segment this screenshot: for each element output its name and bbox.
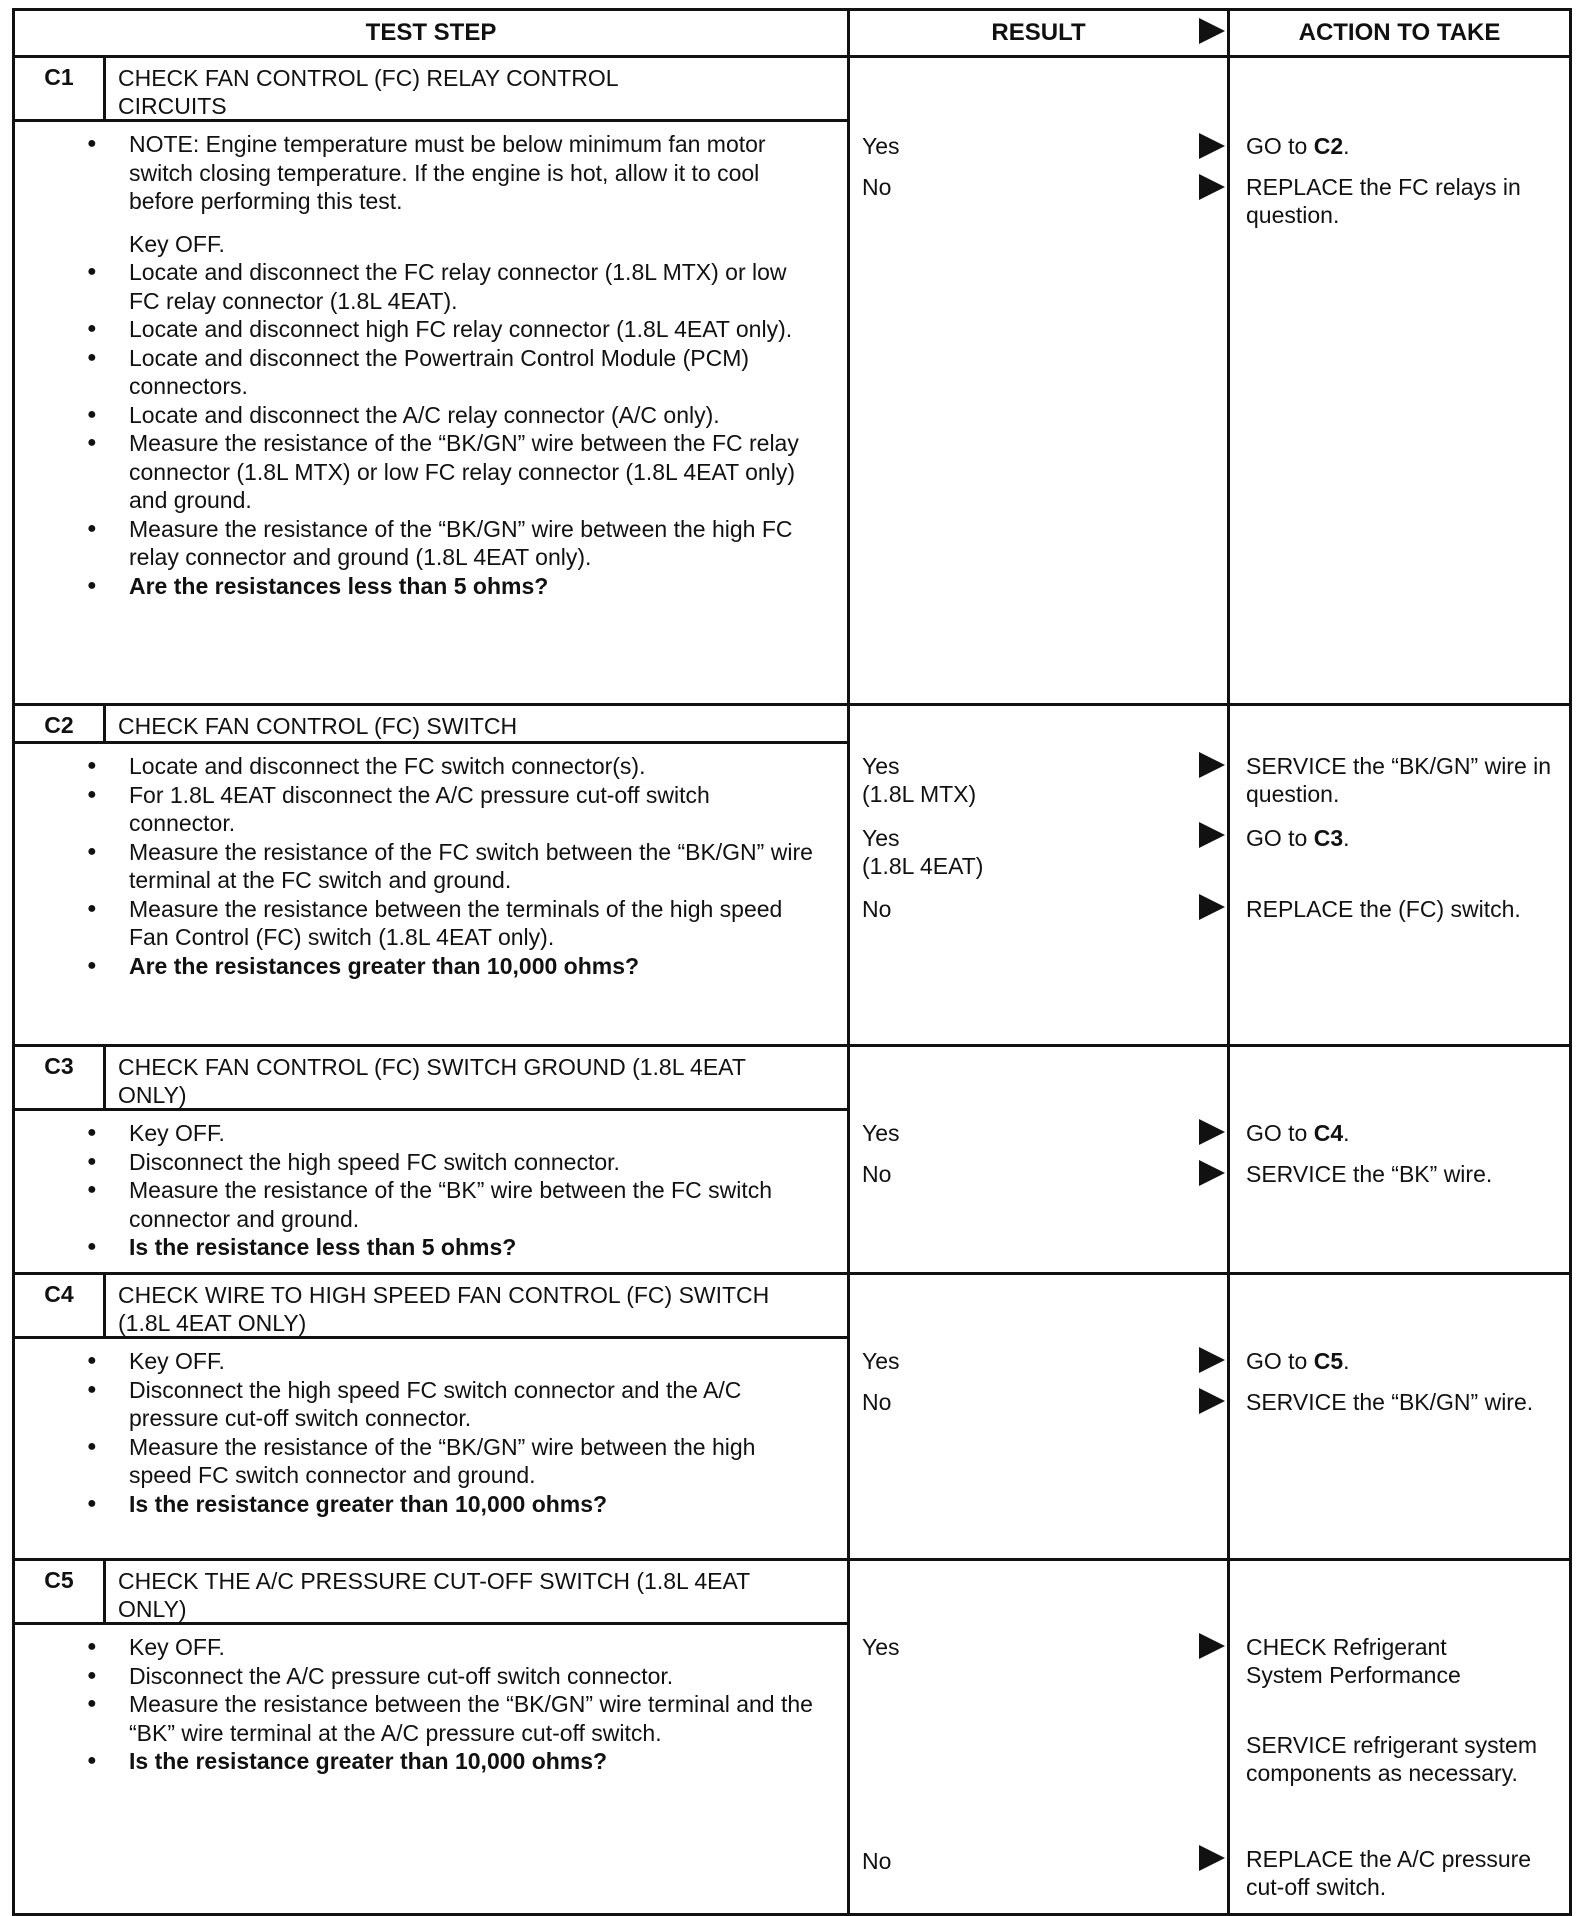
action-yes: GO to C2. (1246, 133, 1350, 159)
result-column (850, 1275, 1230, 1558)
step-item: Key OFF. (129, 230, 225, 257)
action-yes: CHECK Refrigerant System Performance (1246, 1634, 1461, 1688)
result-yes: Yes (862, 1634, 900, 1660)
action-no: SERVICE the “BK” wire. (1246, 1161, 1493, 1187)
section-title: CHECK FAN CONTROL (FC) SWITCH GROUND (1.8L 4EAT ONLY) (118, 1054, 746, 1108)
action-column (1230, 1047, 1569, 1272)
action-no: REPLACE the (FC) switch. (1246, 896, 1521, 922)
section-id: C3 (15, 1047, 106, 1108)
step-item: ● Locate and disconnect high FC relay connector (1.8L 4EAT only). (129, 315, 817, 344)
step-item: ● Measure the resistance of the “BK/GN” wire between the high FC relay connector and ground (1.8L 4EAT only). (129, 515, 817, 572)
header-test-step: TEST STEP (15, 11, 850, 55)
action-no: SERVICE the “BK/GN” wire. (1246, 1389, 1534, 1415)
section-header (15, 706, 847, 744)
result-no: No (862, 1389, 892, 1415)
section-id: C5 (15, 1561, 106, 1622)
test-step-column (15, 1561, 850, 1913)
step-item: ● Locate and disconnect the FC relay connector (1.8L MTX) or low FC relay connector (1.8L 4EAT). (129, 258, 817, 315)
arrow-right-icon (1199, 1347, 1225, 1373)
result-no: No (862, 896, 892, 922)
arrow-right-icon (1199, 1160, 1225, 1186)
section-steps (15, 1625, 847, 1780)
section-id: C2 (15, 706, 106, 741)
step-item: ● Measure the resistance of the “BK” wire between the FC switch connector and ground. (129, 1176, 817, 1233)
result-no: No (862, 1161, 892, 1187)
step-item: ● NOTE: Engine temperature must be below minimum fan motor switch closing temperature. If the engine is hot, allow it to cool before performing this test. (129, 130, 817, 216)
section-header (15, 1561, 847, 1625)
test-section-c2 (15, 706, 1569, 1047)
arrow-right-icon (1199, 822, 1225, 848)
arrow-right-icon (1199, 133, 1225, 159)
step-item: ● Measure the resistance between the “BK/GN” wire terminal and the “BK” wire terminal at the A/C pressure cut-off switch. (129, 1690, 817, 1747)
action-column (1230, 1561, 1569, 1913)
action-yes: GO to C4. (1246, 1120, 1350, 1146)
step-item: ● Disconnect the high speed FC switch connector. (129, 1148, 817, 1177)
test-step-column (15, 1047, 850, 1272)
step-item: ● Key OFF. (129, 1119, 817, 1148)
section-title: CHECK WIRE TO HIGH SPEED FAN CONTROL (FC) SWITCH (1.8L 4EAT ONLY) (118, 1282, 770, 1336)
action-no: REPLACE the A/C pressure cut-off switch. (1246, 1846, 1532, 1900)
test-step-column (15, 706, 850, 1044)
step-question: ● Are the resistances less than 5 ohms? (129, 572, 817, 601)
arrow-right-icon (1199, 18, 1225, 44)
test-section-c3 (15, 1047, 1569, 1275)
result-no: No (862, 174, 892, 200)
result-yes: Yes (862, 133, 900, 159)
step-item: ● Measure the resistance between the terminals of the high speed Fan Control (FC) switch (1.8L 4EAT only). (129, 895, 817, 952)
result-yes-4eat: Yes (1.8L 4EAT) (862, 825, 984, 879)
step-item: ● Key OFF. (129, 1347, 817, 1376)
result-no: No (862, 1848, 892, 1874)
step-item: ● Disconnect the A/C pressure cut-off switch connector. (129, 1662, 817, 1691)
action-column (1230, 1275, 1569, 1558)
result-yes-mtx: Yes (1.8L MTX) (862, 753, 977, 807)
arrow-right-icon (1199, 1388, 1225, 1414)
action-yes-service: SERVICE refrigerant system components as necessary. (1246, 1732, 1538, 1786)
step-item: ● Locate and disconnect the A/C relay connector (A/C only). (129, 401, 817, 430)
arrow-right-icon (1199, 1845, 1225, 1871)
section-header (15, 58, 847, 122)
step-item: ● Locate and disconnect the FC switch connector(s). (129, 752, 817, 781)
arrow-right-icon (1199, 1119, 1225, 1145)
action-no: REPLACE the FC relays in question. (1246, 174, 1521, 228)
result-column (850, 58, 1230, 703)
test-step-column (15, 58, 850, 703)
section-title: CHECK THE A/C PRESSURE CUT-OFF SWITCH (1.8L 4EAT ONLY) (118, 1568, 750, 1622)
step-question: ● Are the resistances greater than 10,000 ohms? (129, 952, 817, 981)
table-header (15, 11, 1569, 58)
step-item: ● Locate and disconnect the Powertrain Control Module (PCM) connectors. (129, 344, 817, 401)
header-result (850, 11, 1230, 55)
arrow-right-icon (1199, 894, 1225, 920)
step-item: ● Measure the resistance of the FC switch between the “BK/GN” wire terminal at the FC switch and ground. (129, 838, 817, 895)
section-steps (15, 1339, 847, 1522)
section-steps (15, 744, 847, 984)
result-yes: Yes (862, 1120, 900, 1146)
section-title: CHECK FAN CONTROL (FC) SWITCH (118, 713, 518, 739)
step-item: ● Measure the resistance of the “BK/GN” wire between the FC relay connector (1.8L MTX) or low FC relay connector (1.8L 4EAT only) and ground. (129, 429, 817, 515)
action-yes-mtx: SERVICE the “BK/GN” wire in question. (1246, 753, 1552, 807)
section-header (15, 1275, 847, 1339)
action-column (1230, 706, 1569, 1044)
action-yes-4eat: GO to C3. (1246, 825, 1350, 851)
arrow-right-icon (1199, 174, 1225, 200)
result-column (850, 1047, 1230, 1272)
test-section-c4 (15, 1275, 1569, 1561)
section-steps (15, 1111, 847, 1266)
test-section-c1 (15, 58, 1569, 706)
action-yes: GO to C5. (1246, 1348, 1350, 1374)
step-item: ● For 1.8L 4EAT disconnect the A/C pressure cut-off switch connector. (129, 781, 817, 838)
step-item: ● Measure the resistance of the “BK/GN” wire between the high speed FC switch connector and ground. (129, 1433, 817, 1490)
result-column (850, 706, 1230, 1044)
result-yes: Yes (862, 1348, 900, 1374)
test-step-column (15, 1275, 850, 1558)
section-title: CHECK FAN CONTROL (FC) RELAY CONTROL CIRCUITS (118, 65, 618, 119)
step-item: ● Key OFF. (129, 1633, 817, 1662)
diagnostic-table (12, 8, 1572, 1916)
test-section-c5 (15, 1561, 1569, 1913)
header-result-label: RESULT (991, 19, 1086, 46)
arrow-right-icon (1199, 752, 1225, 778)
header-action: ACTION TO TAKE (1298, 19, 1501, 46)
section-id: C4 (15, 1275, 106, 1336)
arrow-right-icon (1199, 1633, 1225, 1659)
result-column (850, 1561, 1230, 1913)
step-question: ● Is the resistance greater than 10,000 ohms? (129, 1490, 817, 1519)
section-header (15, 1047, 847, 1111)
section-steps (15, 122, 847, 604)
step-item: ● Disconnect the high speed FC switch connector and the A/C pressure cut-off switch connector. (129, 1376, 817, 1433)
step-question: ● Is the resistance greater than 10,000 ohms? (129, 1747, 817, 1776)
action-column (1230, 58, 1569, 703)
step-question: ● Is the resistance less than 5 ohms? (129, 1233, 817, 1262)
section-id: C1 (15, 58, 106, 119)
